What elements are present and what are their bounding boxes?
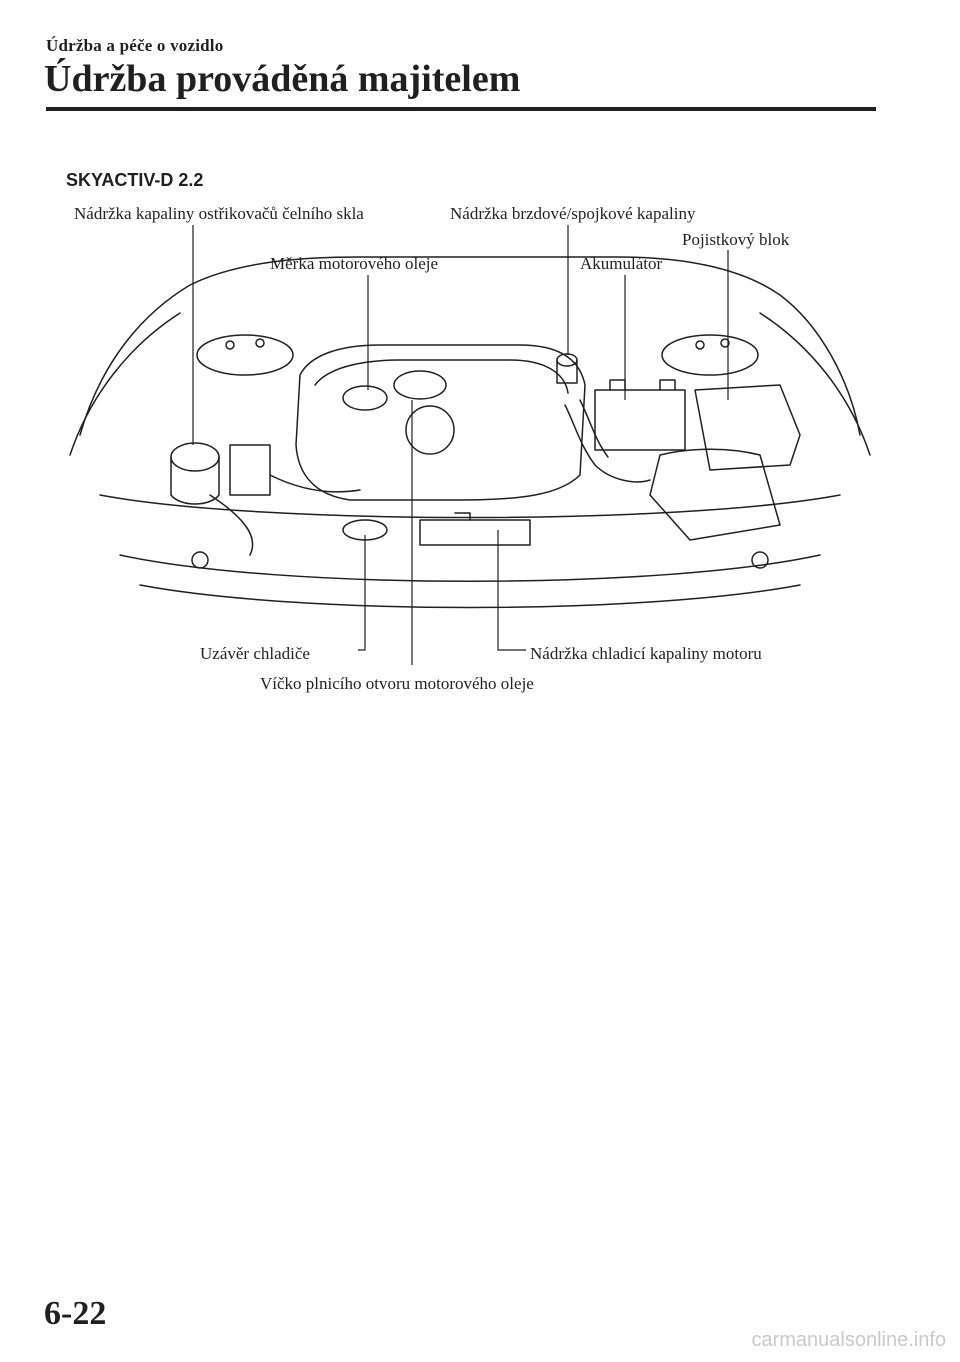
front-bumper-upper: [120, 555, 820, 581]
engine-bay-drawing: [70, 257, 870, 608]
radiator-cap-label: Uzávěr chladiče: [200, 644, 310, 663]
coolant-tank-label: Nádržka chladicí kapaliny motoru: [530, 644, 762, 663]
front-mount-left: [192, 552, 208, 568]
left-strut-tower: [197, 335, 293, 375]
radiator-cap-leader: [358, 535, 365, 650]
engine-bay-svg: [60, 195, 880, 705]
engine-cover-boss: [406, 406, 454, 454]
strut-bolt-left: [226, 341, 234, 349]
section-header: Údržba a péče o vozidlo: [46, 36, 224, 55]
brake-clutch-tank-label: Nádržka brzdové/spojkové kapaliny: [450, 204, 696, 223]
left-hose-2: [270, 475, 360, 492]
strut-bolt-left-2: [256, 339, 264, 347]
coolant-tank: [420, 520, 530, 545]
washer-tank-label: Nádržka kapaliny ostřikovačů čelního skla: [74, 204, 364, 223]
page-number: 6-22: [44, 1295, 107, 1332]
coolant-tank-neck: [455, 513, 470, 520]
battery-terminal-right: [660, 380, 675, 390]
front-bumper-lower: [140, 585, 800, 608]
fuse-block: [695, 385, 800, 470]
watermark: carmanualsonline.info: [751, 1329, 946, 1351]
air-filter-box: [650, 449, 780, 540]
title-divider: [46, 107, 876, 111]
coolant-tank-leader: [498, 530, 526, 650]
strut-bolt-right: [696, 341, 704, 349]
left-hose: [210, 495, 253, 555]
oil-filler-cap: [394, 371, 446, 399]
battery-terminal-left: [610, 380, 625, 390]
oil-filler-cap-label: Víčko plnicího otvoru motorového oleje: [260, 674, 534, 693]
callout-leaders: [193, 225, 728, 665]
page-title: Údržba prováděná majitelem: [44, 58, 521, 100]
intake-duct: [565, 405, 650, 482]
left-relay-box: [230, 445, 270, 495]
engine-bay-illustration: [60, 195, 880, 705]
right-strut-tower: [662, 335, 758, 375]
battery-label: Akumulátor: [580, 254, 663, 273]
engine-variant-label: SKYACTIV-D 2.2: [66, 170, 204, 190]
battery: [595, 390, 685, 450]
fuse-block-label: Pojistkový blok: [682, 230, 790, 249]
washer-tank-cap: [171, 443, 219, 471]
dipstick-ring: [343, 386, 387, 410]
hood-frame: [80, 257, 860, 435]
dipstick-label: Měrka motorového oleje: [270, 254, 439, 273]
left-fender: [70, 313, 180, 455]
right-fender: [760, 313, 870, 455]
